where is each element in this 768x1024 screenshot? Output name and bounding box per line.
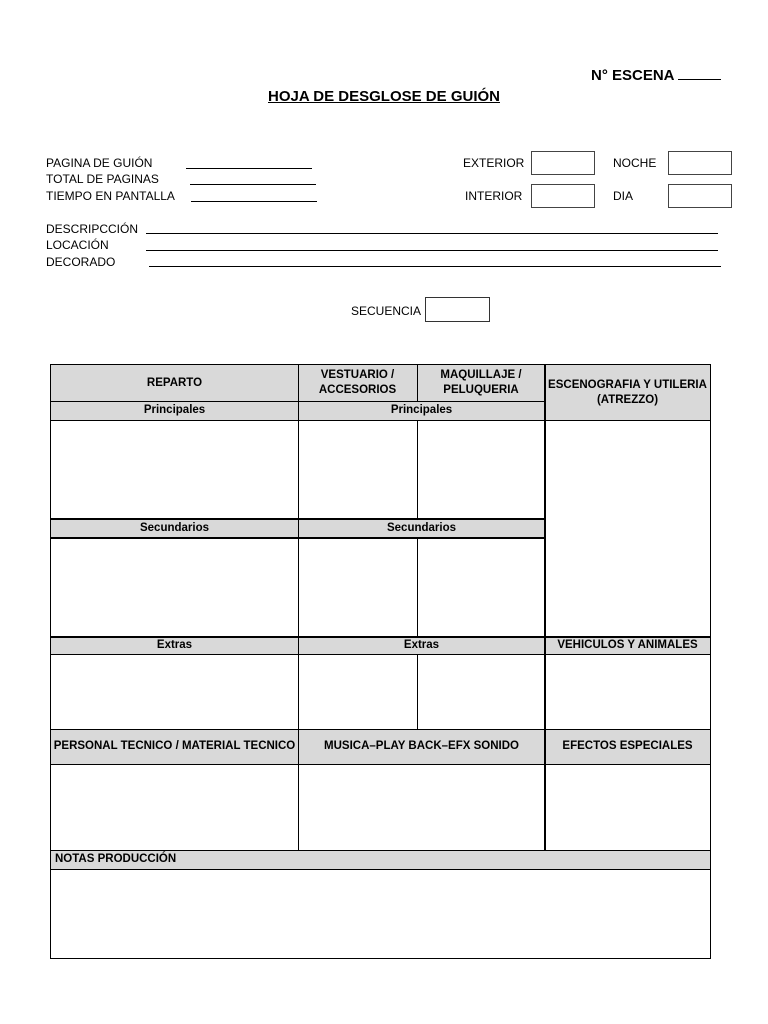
grid-line xyxy=(298,364,299,850)
noche-checkbox[interactable] xyxy=(668,151,732,175)
principales-left-header: Principales xyxy=(51,401,298,420)
reparto-header: REPARTO xyxy=(51,365,298,401)
decorado-label: DECORADO xyxy=(46,255,116,269)
extras-mid-header: Extras xyxy=(298,637,545,654)
secuencia-box[interactable] xyxy=(425,297,490,322)
scene-number-line[interactable] xyxy=(678,79,721,80)
noche-label: NOCHE xyxy=(613,156,657,170)
vehiculos-header: VEHICULOS Y ANIMALES xyxy=(545,637,710,654)
grid-line xyxy=(544,364,546,850)
maquillaje-header: MAQUILLAJE / PELUQUERIA xyxy=(417,365,545,401)
grid-line xyxy=(50,869,711,870)
interior-label: INTERIOR xyxy=(465,189,523,203)
grid-line xyxy=(50,537,545,539)
vestuario-header: VESTUARIO / ACCESORIOS xyxy=(298,365,417,401)
grid-line xyxy=(417,538,418,637)
grid-line xyxy=(50,850,711,851)
dia-label: DIA xyxy=(613,189,634,203)
interior-checkbox[interactable] xyxy=(531,184,595,208)
scene-number-label: N° ESCENA xyxy=(591,67,675,84)
pagina-guion-field[interactable] xyxy=(186,168,312,169)
tiempo-pantalla-label: TIEMPO EN PANTALLA xyxy=(46,189,175,203)
grid-line xyxy=(417,654,418,729)
secundarios-mid-header: Secundarios xyxy=(298,519,545,538)
musica-header: MUSICA–PLAY BACK–EFX SONIDO xyxy=(298,729,545,764)
grid-line xyxy=(50,764,711,765)
descripcion-field[interactable] xyxy=(146,233,718,234)
page-title: HOJA DE DESGLOSE DE GUIÓN xyxy=(268,88,500,105)
exterior-label: EXTERIOR xyxy=(463,156,525,170)
escenografia-header: ESCENOGRAFIA Y UTILERIA (ATREZZO) xyxy=(545,365,710,420)
total-paginas-field[interactable] xyxy=(190,184,316,185)
locacion-field[interactable] xyxy=(146,250,718,251)
grid-line xyxy=(50,636,711,638)
exterior-checkbox[interactable] xyxy=(531,151,595,175)
grid-line xyxy=(50,518,545,520)
decorado-field[interactable] xyxy=(149,266,721,267)
extras-left-header: Extras xyxy=(51,637,298,654)
efectos-header: EFECTOS ESPECIALES xyxy=(545,729,710,764)
grid-line xyxy=(417,364,418,401)
pagina-guion-label: PAGINA DE GUIÓN xyxy=(46,156,153,170)
personal-tecnico-header: PERSONAL TECNICO / MATERIAL TECNICO xyxy=(51,729,298,764)
descripcion-label: DESCRIPCCIÓN xyxy=(46,222,139,236)
total-paginas-label: TOTAL DE PAGINAS xyxy=(46,172,159,186)
grid-line xyxy=(417,420,418,519)
dia-checkbox[interactable] xyxy=(668,184,732,208)
grid-line xyxy=(50,420,711,421)
tiempo-pantalla-field[interactable] xyxy=(191,201,317,202)
secundarios-left-header: Secundarios xyxy=(51,519,298,538)
grid-line xyxy=(50,654,711,655)
grid-line xyxy=(50,729,711,730)
grid-line xyxy=(50,401,545,402)
notas-header: NOTAS PRODUCCIÓN xyxy=(51,850,710,869)
principales-mid-header: Principales xyxy=(298,401,545,420)
locacion-label: LOCACIÓN xyxy=(46,238,109,252)
secuencia-label: SECUENCIA xyxy=(351,304,422,318)
